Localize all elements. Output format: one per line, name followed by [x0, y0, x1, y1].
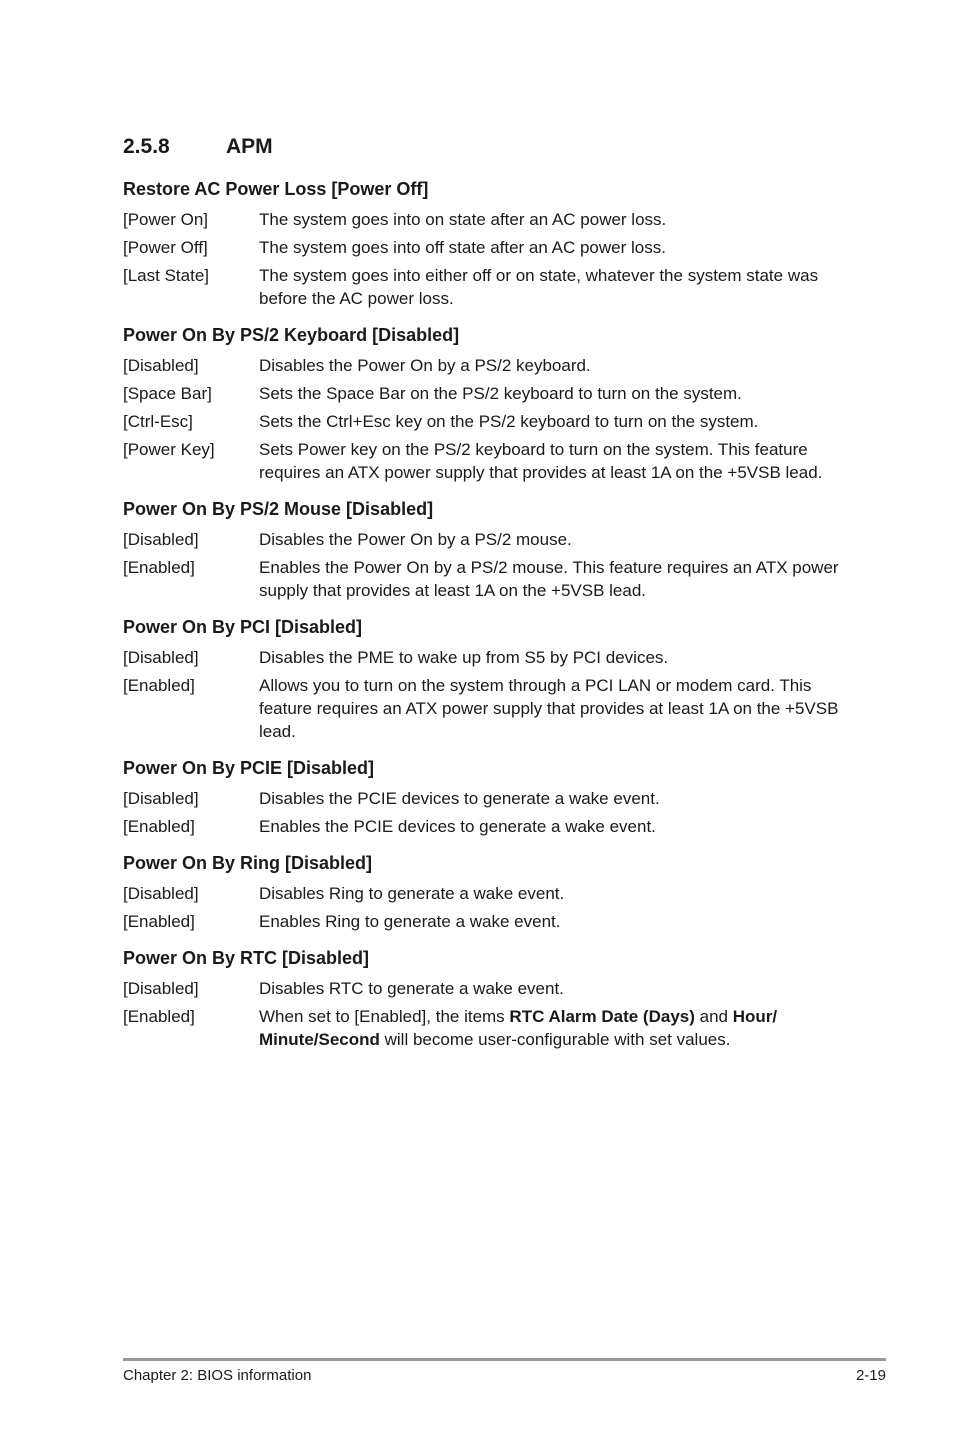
option-row [123, 354, 843, 377]
page-title [123, 135, 273, 159]
option-value: [Ctrl-Esc] [123, 412, 193, 431]
option-value: [Disabled] [123, 979, 199, 998]
option-value: [Disabled] [123, 648, 199, 667]
option-row [123, 410, 843, 433]
option-description: Disables the PCIE devices to generate a wake event. [259, 789, 660, 808]
option-row [123, 646, 843, 669]
option-value: [Power Off] [123, 238, 208, 257]
option-row [123, 815, 843, 838]
option-description: Enables the PCIE devices to generate a wake event. [259, 817, 656, 836]
option-description: The system goes into on state after an AC power loss. [259, 210, 667, 229]
option-row [123, 556, 843, 602]
option-value: [Disabled] [123, 789, 199, 808]
setting-section [123, 614, 843, 743]
setting-title: Power On By PCI [Disabled] [123, 617, 363, 637]
setting-section [123, 755, 843, 838]
bold-term: RTC Alarm Date (Days) [509, 1007, 695, 1026]
setting-section [123, 176, 843, 310]
setting-title: Power On By RTC [Disabled] [123, 948, 370, 968]
description-text: will become user-configurable with set values. [379, 1030, 731, 1049]
option-row [123, 236, 843, 259]
option-value: [Disabled] [123, 884, 199, 903]
option-value: [Enabled] [123, 817, 195, 836]
option-description: Disables the Power On by a PS/2 mouse. [259, 530, 572, 549]
content [123, 176, 843, 1063]
option-value: [Enabled] [123, 1007, 195, 1026]
bold-term: Hour/ Minute/Second [259, 1007, 778, 1049]
option-row [123, 910, 843, 933]
description-text: When set to [Enabled], the items [259, 1007, 510, 1026]
option-value: [Power Key] [123, 440, 215, 459]
section-number: 2.5.8 [123, 135, 170, 158]
option-description: Sets the Ctrl+Esc key on the PS/2 keyboard to turn on the system. [259, 412, 759, 431]
option-description: Disables the Power On by a PS/2 keyboard. [259, 356, 591, 375]
option-row [123, 1005, 843, 1051]
option-row [123, 438, 843, 484]
option-value: [Enabled] [123, 558, 195, 577]
option-row [123, 882, 843, 905]
footer-page-number: 2-19 [855, 1367, 886, 1384]
setting-title: Restore AC Power Loss [Power Off] [123, 179, 429, 199]
option-description: Disables the PME to wake up from S5 by PCI devices. [259, 648, 669, 667]
option-value: [Space Bar] [123, 384, 212, 403]
footer-rule [123, 1358, 886, 1361]
setting-section [123, 850, 843, 933]
option-description: Allows you to turn on the system through a PCI LAN or modem card. This feature requires an ATX power supply that provides at least 1A on the +5VSB lead. [259, 676, 839, 741]
option-value: [Enabled] [123, 676, 195, 695]
option-value: [Disabled] [123, 356, 199, 375]
option-value: [Disabled] [123, 530, 199, 549]
option-description: Disables RTC to generate a wake event. [259, 979, 564, 998]
setting-title: Power On By Ring [Disabled] [123, 853, 373, 873]
option-description: The system goes into either off or on state, whatever the system state was before the AC power loss. [259, 266, 819, 308]
option-row [123, 382, 843, 405]
option-description: Sets Power key on the PS/2 keyboard to turn on the system. This feature requires an ATX power supply that provides at least 1A on the +5VSB lead. [259, 440, 823, 482]
setting-title: Power On By PS/2 Keyboard [Disabled] [123, 325, 460, 345]
option-row [123, 977, 843, 1000]
description-text: and [694, 1007, 733, 1026]
footer-chapter: Chapter 2: BIOS information [123, 1367, 312, 1384]
setting-title: Power On By PCIE [Disabled] [123, 758, 375, 778]
option-description: Enables the Power On by a PS/2 mouse. This feature requires an ATX power supply that provides at least 1A on the +5VSB lead. [259, 558, 839, 600]
option-value: [Power On] [123, 210, 209, 229]
option-description: Disables Ring to generate a wake event. [259, 884, 565, 903]
section-title: APM [226, 135, 273, 158]
setting-section [123, 322, 843, 484]
option-row [123, 208, 843, 231]
option-row [123, 787, 843, 810]
option-value: [Last State] [123, 266, 209, 285]
setting-section [123, 945, 843, 1051]
option-row [123, 674, 843, 743]
option-row [123, 264, 843, 310]
option-description: Sets the Space Bar on the PS/2 keyboard to turn on the system. [259, 384, 742, 403]
setting-title: Power On By PS/2 Mouse [Disabled] [123, 499, 434, 519]
option-value: [Enabled] [123, 912, 195, 931]
option-description: Enables Ring to generate a wake event. [259, 912, 561, 931]
option-description [259, 1005, 843, 1051]
setting-section [123, 496, 843, 602]
option-description: The system goes into off state after an AC power loss. [259, 238, 666, 257]
option-row [123, 528, 843, 551]
